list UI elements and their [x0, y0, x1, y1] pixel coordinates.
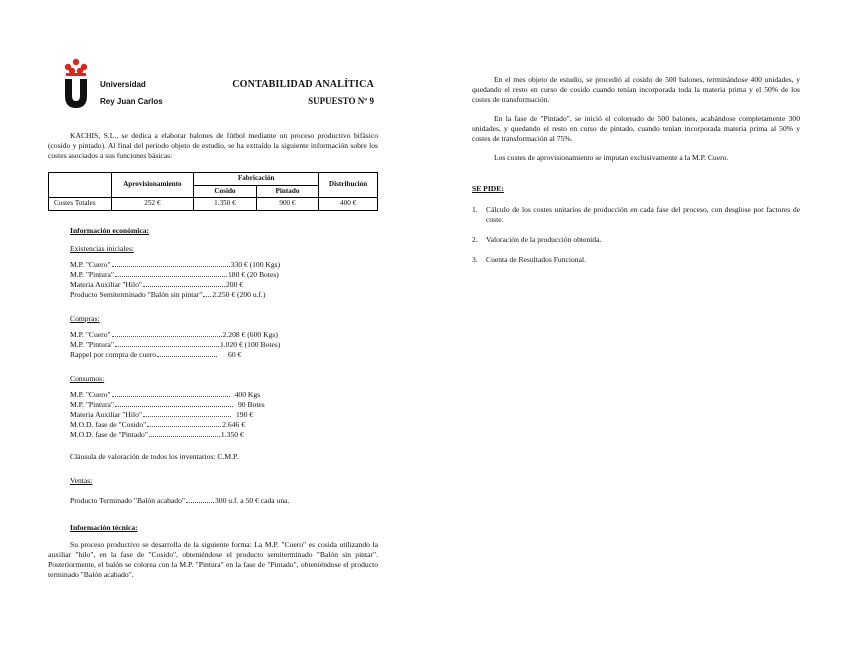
list-item: Rappel por compra de cuero 60 €: [70, 349, 242, 359]
university-name-line1: Universidad: [100, 80, 146, 89]
list-item: 2. Valoración de la producción obtenida.: [472, 235, 602, 245]
list-item: M.P. "Cuero" 330 € (100 Kgs): [70, 259, 281, 269]
cost-table: [48, 172, 378, 211]
cost-table-value-dist: 400 €: [319, 198, 378, 211]
list-item: M.O.D. fase de "Cosido" 2.646 €: [70, 419, 246, 429]
list-item: M.P. "Cuero" 2.208 € (600 Kgs): [70, 329, 278, 339]
consumos-list: [70, 390, 378, 440]
left-page: [48, 58, 378, 580]
right-page: [472, 75, 800, 275]
list-item: M.O.D. fase de "Pintado" 1.350 €: [70, 429, 244, 439]
valuation-clause: Cláusula de valoración de todos los inventarios: C.M.P.: [70, 451, 239, 461]
task-list: [472, 205, 800, 265]
list-item: Materia Auxiliar "Hilo" 200 €: [70, 279, 244, 289]
intro-paragraph: KACHIS, S.L., se dedica a elaborar balones de fútbol mediante un proceso productivo bifásico (cosido y pintado). Al final del período objeto de estudio, se ha extraído la siguiente información sobre los costes asociados a sus funciones básicas:: [48, 131, 378, 161]
compras-list: [70, 330, 378, 360]
list-item: Producto Semiterminado "Balón sin pintar" 2.250 € (200 u.f.): [70, 289, 266, 299]
ventas-list: [70, 496, 378, 506]
list-item: M.P. "Pintura" 1.020 € (100 Botes): [70, 339, 281, 349]
list-item: M.P. "Cuero" 400 Kgs: [70, 389, 261, 399]
economic-info-title: Información económica:: [70, 225, 150, 235]
cost-table-corner: [49, 173, 112, 198]
right-paragraph-1: En el mes objeto de estudio, se procedió al cosido de 500 balones, terminándose 400 unidades, y quedando el resto en curso de cosido cuando tenían incorporada toda la materia prima y el 50% de los costes de transformación.: [472, 75, 800, 105]
list-item: 3. Cuenta de Resultados Funcional.: [472, 255, 586, 265]
existencias-list: [70, 260, 378, 300]
cost-table-header-cosido: Cosido: [194, 185, 256, 198]
cost-table-row-label: Costes Totales: [49, 198, 112, 211]
document-title: CONTABILIDAD ANALÍTICA: [232, 79, 374, 90]
list-item: Producto Terminado "Balón acabado" 300 u.f. a 50 € cada una.: [70, 495, 290, 505]
list-item: M.P. "Pintura" 90 Botes: [70, 399, 265, 409]
cost-table-value-cosido: 1.350 €: [194, 198, 256, 211]
compras-title: Compras:: [70, 313, 100, 323]
cost-table-header-pintado: Pintado: [256, 185, 319, 198]
list-item: Materia Auxiliar "Hilo" 190 €: [70, 409, 254, 419]
se-pide-title: SE PIDE:: [472, 184, 504, 194]
document-subtitle: SUPUESTO Nº 9: [308, 96, 374, 106]
cost-table-header-dist: Distribución: [319, 173, 378, 198]
cost-table-header-fab: Fabricación: [194, 173, 319, 186]
cost-table-value-pintado: 900 €: [256, 198, 319, 211]
technical-paragraph: Su proceso productivo se desarrolla de la siguiente forma: La M.P. "Cuero" es cosida utilizando la auxiliar "hilo", en la fase de "Cosido", obteniéndose el producto semiterminado "Balón sin pintar". Posteriormente, el balón se colorea con la M.P. "Pintura" en la fase de "Pintado", obteniéndose el producto terminado "Balón acabado".: [48, 539, 378, 579]
university-name-line2: Rey Juan Carlos: [100, 97, 163, 106]
existencias-title: Existencias iniciales:: [70, 243, 134, 253]
consumos-title: Consumos:: [70, 373, 105, 383]
technical-info-title: Información técnica:: [70, 522, 138, 532]
ventas-title: Ventas:: [70, 475, 93, 485]
list-item: M.P. "Pintura" 180 € (20 Botes): [70, 269, 279, 279]
right-paragraph-3: Los costes de aprovisionamiento se imputan exclusivamente a la M.P. Cuero.: [494, 153, 729, 163]
cost-table-header-aprov: Aprovisionamiento: [111, 173, 194, 198]
right-paragraph-2: En la fase de "Pintado", se inició el coloreado de 500 balones, acabándose completamente 300 unidades, y quedando el resto en curso de pintado, cuando tenían incorporada materia prima al 50% y costes de transformación al 75%.: [472, 114, 800, 144]
cost-table-value-aprov: 252 €: [111, 198, 194, 211]
urjc-crown-u-logo-icon: [62, 58, 90, 108]
document-header: [48, 58, 378, 110]
list-item: 1. Cálculo de los costes unitarios de producción en cada fase del proceso, con desglose por factores de coste.: [472, 205, 800, 225]
